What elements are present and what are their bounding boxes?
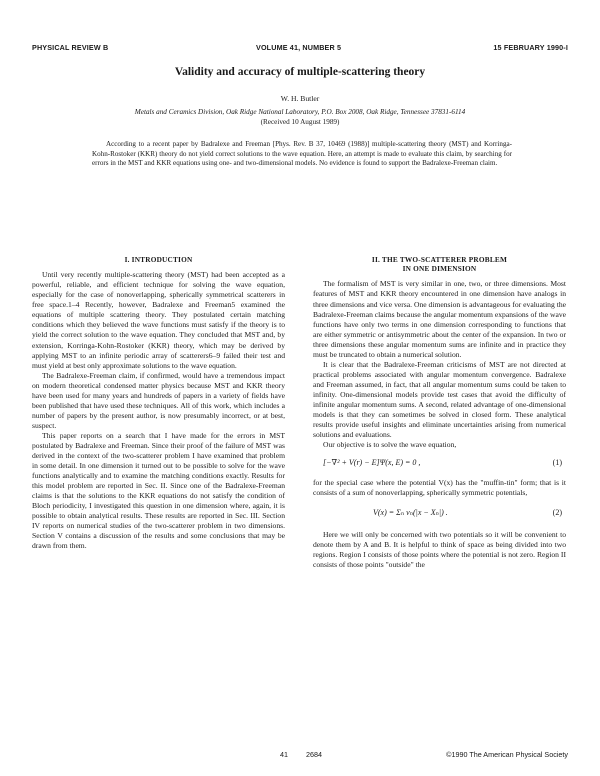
author: W. H. Butler: [280, 94, 320, 103]
right-column: [313, 255, 566, 570]
equation-number: (2): [552, 508, 562, 518]
section-heading-line: IN ONE DIMENSION: [402, 264, 477, 274]
running-header: [32, 43, 568, 55]
journal-name: PHYSICAL REVIEW B: [32, 43, 109, 52]
abstract: According to a recent paper by Badralexe and Freeman [Phys. Rev. B 37, 10469 (1988)] multiple-scattering theory (MST) and Korringa-Kohn-Rostoker (KKR) theory do not yield correct solutions to the wave equation. Here, an attempt is made to evaluate this claim, by searching for errors in the MST and KKR equations using one- and two-dimensional models. No evidence is found to support the Badralexe-Freeman claim.: [92, 140, 512, 168]
volume-number: VOLUME 41, NUMBER 5: [256, 43, 342, 52]
intro-paragraph: This paper reports on a search that I have made for the errors in MST postulated by Badralexe and Freeman. Since their proof of the failure of MST was derived in the context of the two-scatterer problem I have examined that problem in some detail. In one dimension it turned out to be possible to solve for the wave functions analytically and to examine the matching conditions exactly. Results for this model problem are reported in Sec. II. Since one of the Badralexe-Freeman claims is that the solutions to the KKR equations do not satisfy the condition of Bloch periodicity, I investigated this question in one dimension where, again, it is possible to obtain analytical results. These results are reported in Sec. III. Section IV reports on numerical studies of the two-scatterer problem in two dimensions. Section V contains a discussion of the results and some conclusions that may be drawn from them.: [32, 430, 285, 551]
paper-title: Validity and accuracy of multiple-scattering theory: [174, 66, 426, 78]
intro-paragraph: The Badralexe-Freeman claim, if confirmed, would have a tremendous impact on modern theoretical condensed matter physics because MST and KKR theory have been used for many years and hundreds of papers in a variety of fields have been published that have used these techniques. All of this work, which includes a number of papers by the present author, is now presumably incorrect, or at best, suspect.: [32, 370, 285, 430]
body-paragraph: Our objective is to solve the wave equation,: [323, 440, 457, 450]
page-footer: [32, 750, 568, 762]
body-paragraph: It is clear that the Badralexe-Freeman criticisms of MST are not directed at practical problems associated with angular momentum convergence. Badralexe and Freeman assumed, in fact, that all angular momentum sums could be taken to infinity. One-dimensional models provide test cases that avoid the difficulty of infinite angular momentum sums. A second, related advantage of one-dimensional models is that they can sometimes be solved in closed form. These analytical results provide useful insights and eliminate uncertainties arising from numerical solutions and evaluations.: [313, 359, 566, 440]
body-paragraph: Here we will only be concerned with two potentials so it will be convenient to denote them by A and B. It is helpful to think of space as being divided into two regions. Region I consists of those points where the potential is not zero. Region II consists of those points "outside" the: [313, 530, 566, 570]
body-paragraph: for the special case where the potential V(x) has the "muffin-tin" form; that is it consists of a sum of nonoverlapping, spherically symmetric potentials,: [313, 478, 566, 498]
left-column: [32, 255, 285, 552]
section-heading-line: II. THE TWO-SCATTERER PROBLEM: [371, 255, 508, 264]
copyright: ©1990 The American Physical Society: [446, 750, 568, 759]
intro-paragraph: Until very recently multiple-scattering theory (MST) had been accepted as a powerful, reliable, and efficient technique for solving the wave equation, especially for the case of nonoverlapping, spherically symmetrical scatterers in free space.1–4 Recently, however, Badralexe and Freeman5 examined the equations of multiple scattering theory. They postulated certain matching conditions which they believed the wave functions must satisfy if the theory is to yield the correct solution to the wave equation. They concluded that MST and, by extension, Korringa-Kohn-Rostoker (KKR) theory, which may be derived by applying MST to an infinite periodic array of scatterers6–9 failed their test and must yield at best only approximate solutions to the wave equation.: [32, 270, 285, 370]
equation-body: V(x) = Σₙ vₙ(|x − Xₙ|) .: [373, 508, 448, 518]
equation-1: [313, 456, 566, 472]
section-heading-two-scatterer: [313, 255, 566, 273]
received-date: (Received 10 August 1989): [260, 118, 340, 126]
equation-body: [−∇² + V(r) − E]Ψ(x, E) = 0 ,: [323, 458, 421, 468]
equation-number: (1): [552, 458, 562, 468]
equation-2: [313, 504, 566, 524]
affiliation: Metals and Ceramics Division, Oak Ridge National Laboratory, P.O. Box 2008, Oak Ridge, Tennessee 37831-6114: [134, 108, 466, 116]
issue-date: 15 FEBRUARY 1990-I: [493, 43, 568, 52]
page-number: 2684: [306, 750, 322, 759]
body-paragraph: The formalism of MST is very similar in one, two, or three dimensions. Most features of MST and KKR theory encountered in one dimension have analogs in three dimensions and vice versa. One dimension is advantageous for evaluating the Badralexe-Freeman claims because the angular momentum expansions of the wave functions have only two terms in one dimension corresponding to functions that are either symmetric or antisymmetric about the center of the expansion. In two or three dimensions these angular momentum sums are infinite and in practice they must be truncated to obtain a numerical solution.: [313, 279, 566, 359]
footer-volume: 41: [280, 750, 288, 759]
section-heading-introduction: I. INTRODUCTION: [124, 255, 193, 264]
